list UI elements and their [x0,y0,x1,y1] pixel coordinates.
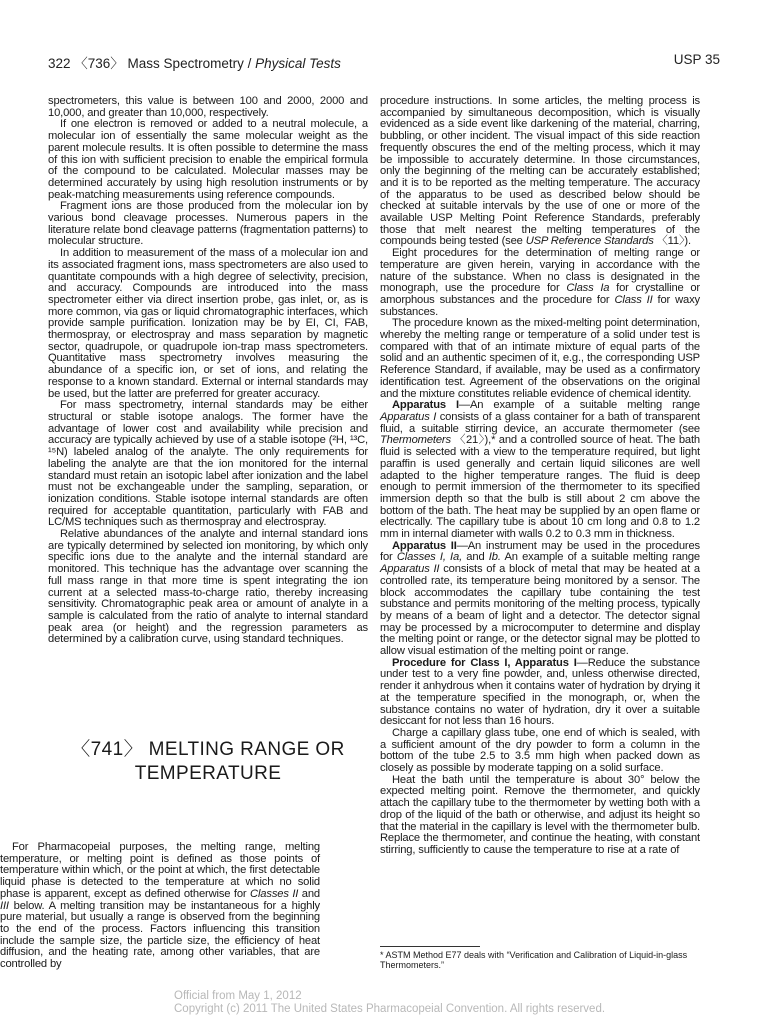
paragraph: The procedure known as the mixed-melting point determination, whereby the melting range or temperature of a solid under test is compared with that of an intimate mixture of equal parts of the solid and an authentic specimen of it, e.g., the corresponding USP Reference Standard, if available, may be used as a confirmatory identification test. Agreement of the observations on the original and the mixture constitutes reliable evidence of chemical identity. [380,317,700,400]
run-in-heading: Apparatus I [392,399,459,412]
paragraph [380,400,700,540]
text-run: Eight procedures for the determination of melting range or temperature are given herein, varying in accordance with the nature of the substance. When no class is designated in the monograph, use the procedure for [380,247,700,295]
text-run-italic: Thermometers [380,434,451,447]
text-run-italic: Class Ia [566,282,610,295]
right-column [380,96,700,857]
text-run: procedure instructions. In some articles, the melting process is accompanied by simultaneous decomposition, which is visually evidenced as a side event like darkening of the material, charring, bubbling, or other incident. The visual impact of this side reaction frequently obscures the end of the melting process, which it may be impossible to accurately determine. In those circumstances, only the beginning of the melting can be accurately established; and it is to be reported as the melting temperature. The accuracy of the apparatus to be used as described below should be checked at suitable intervals by the use of one or more of the available USP Melting Point Reference Standards, preferably those that melt nearest the melting temperatures of the compounds being tested (see [380,95,700,248]
text-run: consists of a glass container for a bath of transparent fluid, a suitable stirring device, an accurate thermometer (see [380,410,700,435]
run-in-heading: Apparatus II [392,539,457,552]
left-column [48,96,368,646]
text-run: —An instrument may be used in the procedures for [380,539,700,564]
paragraph: Fragment ions are those produced from the molecular ion by various bond cleavage processes. Numerous papers in the literature relate bond cleavage patterns (fragmentation patterns) to molecular structure. [48,200,368,248]
text-run: below. A melting transition may be instantaneous for a highly pure material, but usually a range is observed from the beginning to the end of the process. Factors influencing this transition include the sample size, the particle size, the efficiency of heat diffusion, and the heating rate, among other variables, that are controlled by [0,899,320,971]
chapter-heading-line-1: 〈741〉 MELTING RANGE OR [71,739,345,760]
text-run: —An example of a suitable melting range [458,399,700,412]
text-run: —Reduce the substance under test to a very fine powder, and, unless otherwise directed, render it anhydrous when it contains water of hydration by drying it at the temperature specified in the monograph, or, when the substance contains no water of hydration, dry it over a suitable desiccant for not less than 16 hours. [380,656,700,728]
run-in-heading: Procedure for Class I, Apparatus I [392,656,577,669]
text-run: consists of a block of metal that may be heated at a controlled rate, its temperature being monitored by a sensor. The block accommodates the capillary tube containing the test substance and permits monitoring of the melting process, typically by means of a beam of light and a detector. The detector signal may be processed by a microcomputer to determine and display the melting point or range, or the detector signal may be plotted to allow visual estimation of the melting point or range. [380,563,700,658]
text-run-italic: Class II [614,293,653,306]
header-right: USP 35 [673,52,720,67]
text-run-italic: Classes I, Ia, [396,551,463,564]
text-run-italic: III [0,899,9,912]
footnote: * ASTM Method E77 deals with “Verification and Calibration of Liquid-in-glass Thermometers.” [380,950,688,970]
chapter-heading [48,738,368,786]
text-run: and [298,887,320,900]
header-left [48,52,341,72]
running-header [48,52,720,74]
text-run: for waxy substances. [380,293,700,318]
watermark [174,990,674,1016]
watermark-line-1: Official from May 1, 2012 [174,990,302,1002]
text-run: 〈21〉),* and a controlled source of heat. The bath fluid is selected with a view to the temperature required, but light paraffin is used generally and certain liquid silicones are well adapted to the higher temperature ranges. The fluid is deep enough to permit immersion of the thermometer to its specified immersion depth so that the bulb is still about 2 cm above the bottom of the bath. The heat may be supplied by an open flame or electrically. The capillary tube is about 10 cm long and 0.8 to 1.2 mm in internal diameter with walls 0.2 to 0.3 mm in thickness. [380,434,700,541]
text-run: and [462,551,489,564]
text-run-italic: USP Reference Standards [525,235,654,248]
paragraph [380,541,700,658]
paragraph: If one electron is removed or added to a neutral molecule, a molecular ion of essentially the same molecular weight as the parent molecule results. It is often possible to determine the mass of this ion with sufficient precision to enable the empirical formula of the compound to be calculated. Molecular masses may be determined accurately by using high resolution instruments or by peak-matching measurements using reference compounds. [48,118,368,201]
text-run-italic: Apparatus I [380,410,437,423]
text-run: 〈11〉). [653,235,691,248]
text-run: An example of a suitable melting range [500,551,700,564]
paragraph: Charge a capillary glass tube, one end of which is sealed, with a sufficient amount of the dry powder to form a column in the bottom of the tube 2.5 to 3.5 mm high when packed down as closely as possible by moderate tapping on a solid surface. [380,726,700,775]
left-column-lower [0,842,320,971]
paragraph: Heat the bath until the temperature is about 30° below the expected melting point. Remove the thermometer, and quickly attach the capillary tube to the thermometer by wetting both with a drop of the liquid of the bath or otherwise, and adjust its height so that the material in the capillary is level with the thermometer bulb. Replace the thermometer, and continue the heating, with constant stirring, sufficiently to cause the temperature to rise at a rate of [380,773,700,856]
paragraph: spectrometers, this value is between 100 and 2000, 2000 and 10,000, and greater than 10,000, respectively. [48,95,368,119]
paragraph: In addition to measurement of the mass of a molecular ion and its associated fragment ions, mass spectrometers are also used to quantitate compounds with a high degree of selectivity, precision, and accuracy. Compounds are introduced into the mass spectrometer either via direct insertion probe, gas inlet, or, as is more common, via gas or liquid chromatographic interfaces, which provide sample purification. Ionization may be by EI, CI, FAB, thermospray, or electrospray and mass separation by magnetic sector, quadrupole, or quadrupole ion-trap mass spectrometers. Quantitative mass spectrometry involves measuring the abundance of a specific ion, or set of ions, and relating the response to a known standard. External or internal standards may be used, but the latter are preferred for greater accuracy. [48,247,368,400]
paragraph [380,658,700,728]
header-section-title: 322 〈736〉 Mass Spectrometry / [48,56,256,71]
chapter-heading-line-2: TEMPERATURE [134,763,282,784]
text-run: for crystalline or amorphous substances and the procedure for [380,282,701,306]
footnote-rule [380,946,480,947]
text-run: For Pharmacopeial purposes, the melting range, melting temperature, or melting point is defined as those points of temperature within which, or the point at which, the first detectable liquid phase is detected to the temperature at which no solid phase is apparent, except as defined otherwise for [0,841,320,900]
text-run-italic: Apparatus II [380,563,440,576]
paragraph [0,842,320,971]
text-run-italic: Classes II [250,887,299,900]
header-section-italic: Physical Tests [255,56,341,71]
watermark-line-2: Copyright (c) 2011 The United States Pharmacopeial Convention. All rights reserved. [174,1003,606,1015]
paragraph [380,248,700,318]
paragraph [380,96,700,248]
text-run-italic: Ib. [488,551,501,564]
paragraph: Relative abundances of the analyte and internal standard ions are typically determined by selected ion monitoring, by which only specific ions due to the analyte and the internal standard are monitored. This technique has the advantage over scanning the full mass range in that more time is spent integrating the ion current at a selected mass-to-charge ratio, thereby increasing sensitivity. Chromatographic peak area or amount of analyte in a sample is calculated from the ratio of analyte to internal standard peak area (or height) and the regression parameters as determined by a calibration curve, using standard techniques. [48,528,368,646]
paragraph: For mass spectrometry, internal standards may be either structural or stable isotope analogs. The former have the advantage of lower cost and availability while precision and accuracy are typically achieved by use of a stable isotope (²H, ¹³C, ¹⁵N) labeled analog of the analyte. The only requirements for labeling the analyte are that the ion monitored for the internal standard must retain an isotopic label after ionization and the label must not be exchangeable under the sampling, separation, or ionization conditions. Stable isotope internal standards are often required for acceptable quantitation, particularly with FAB and LC/MS techniques such as thermospray and electrospray. [48,399,368,529]
